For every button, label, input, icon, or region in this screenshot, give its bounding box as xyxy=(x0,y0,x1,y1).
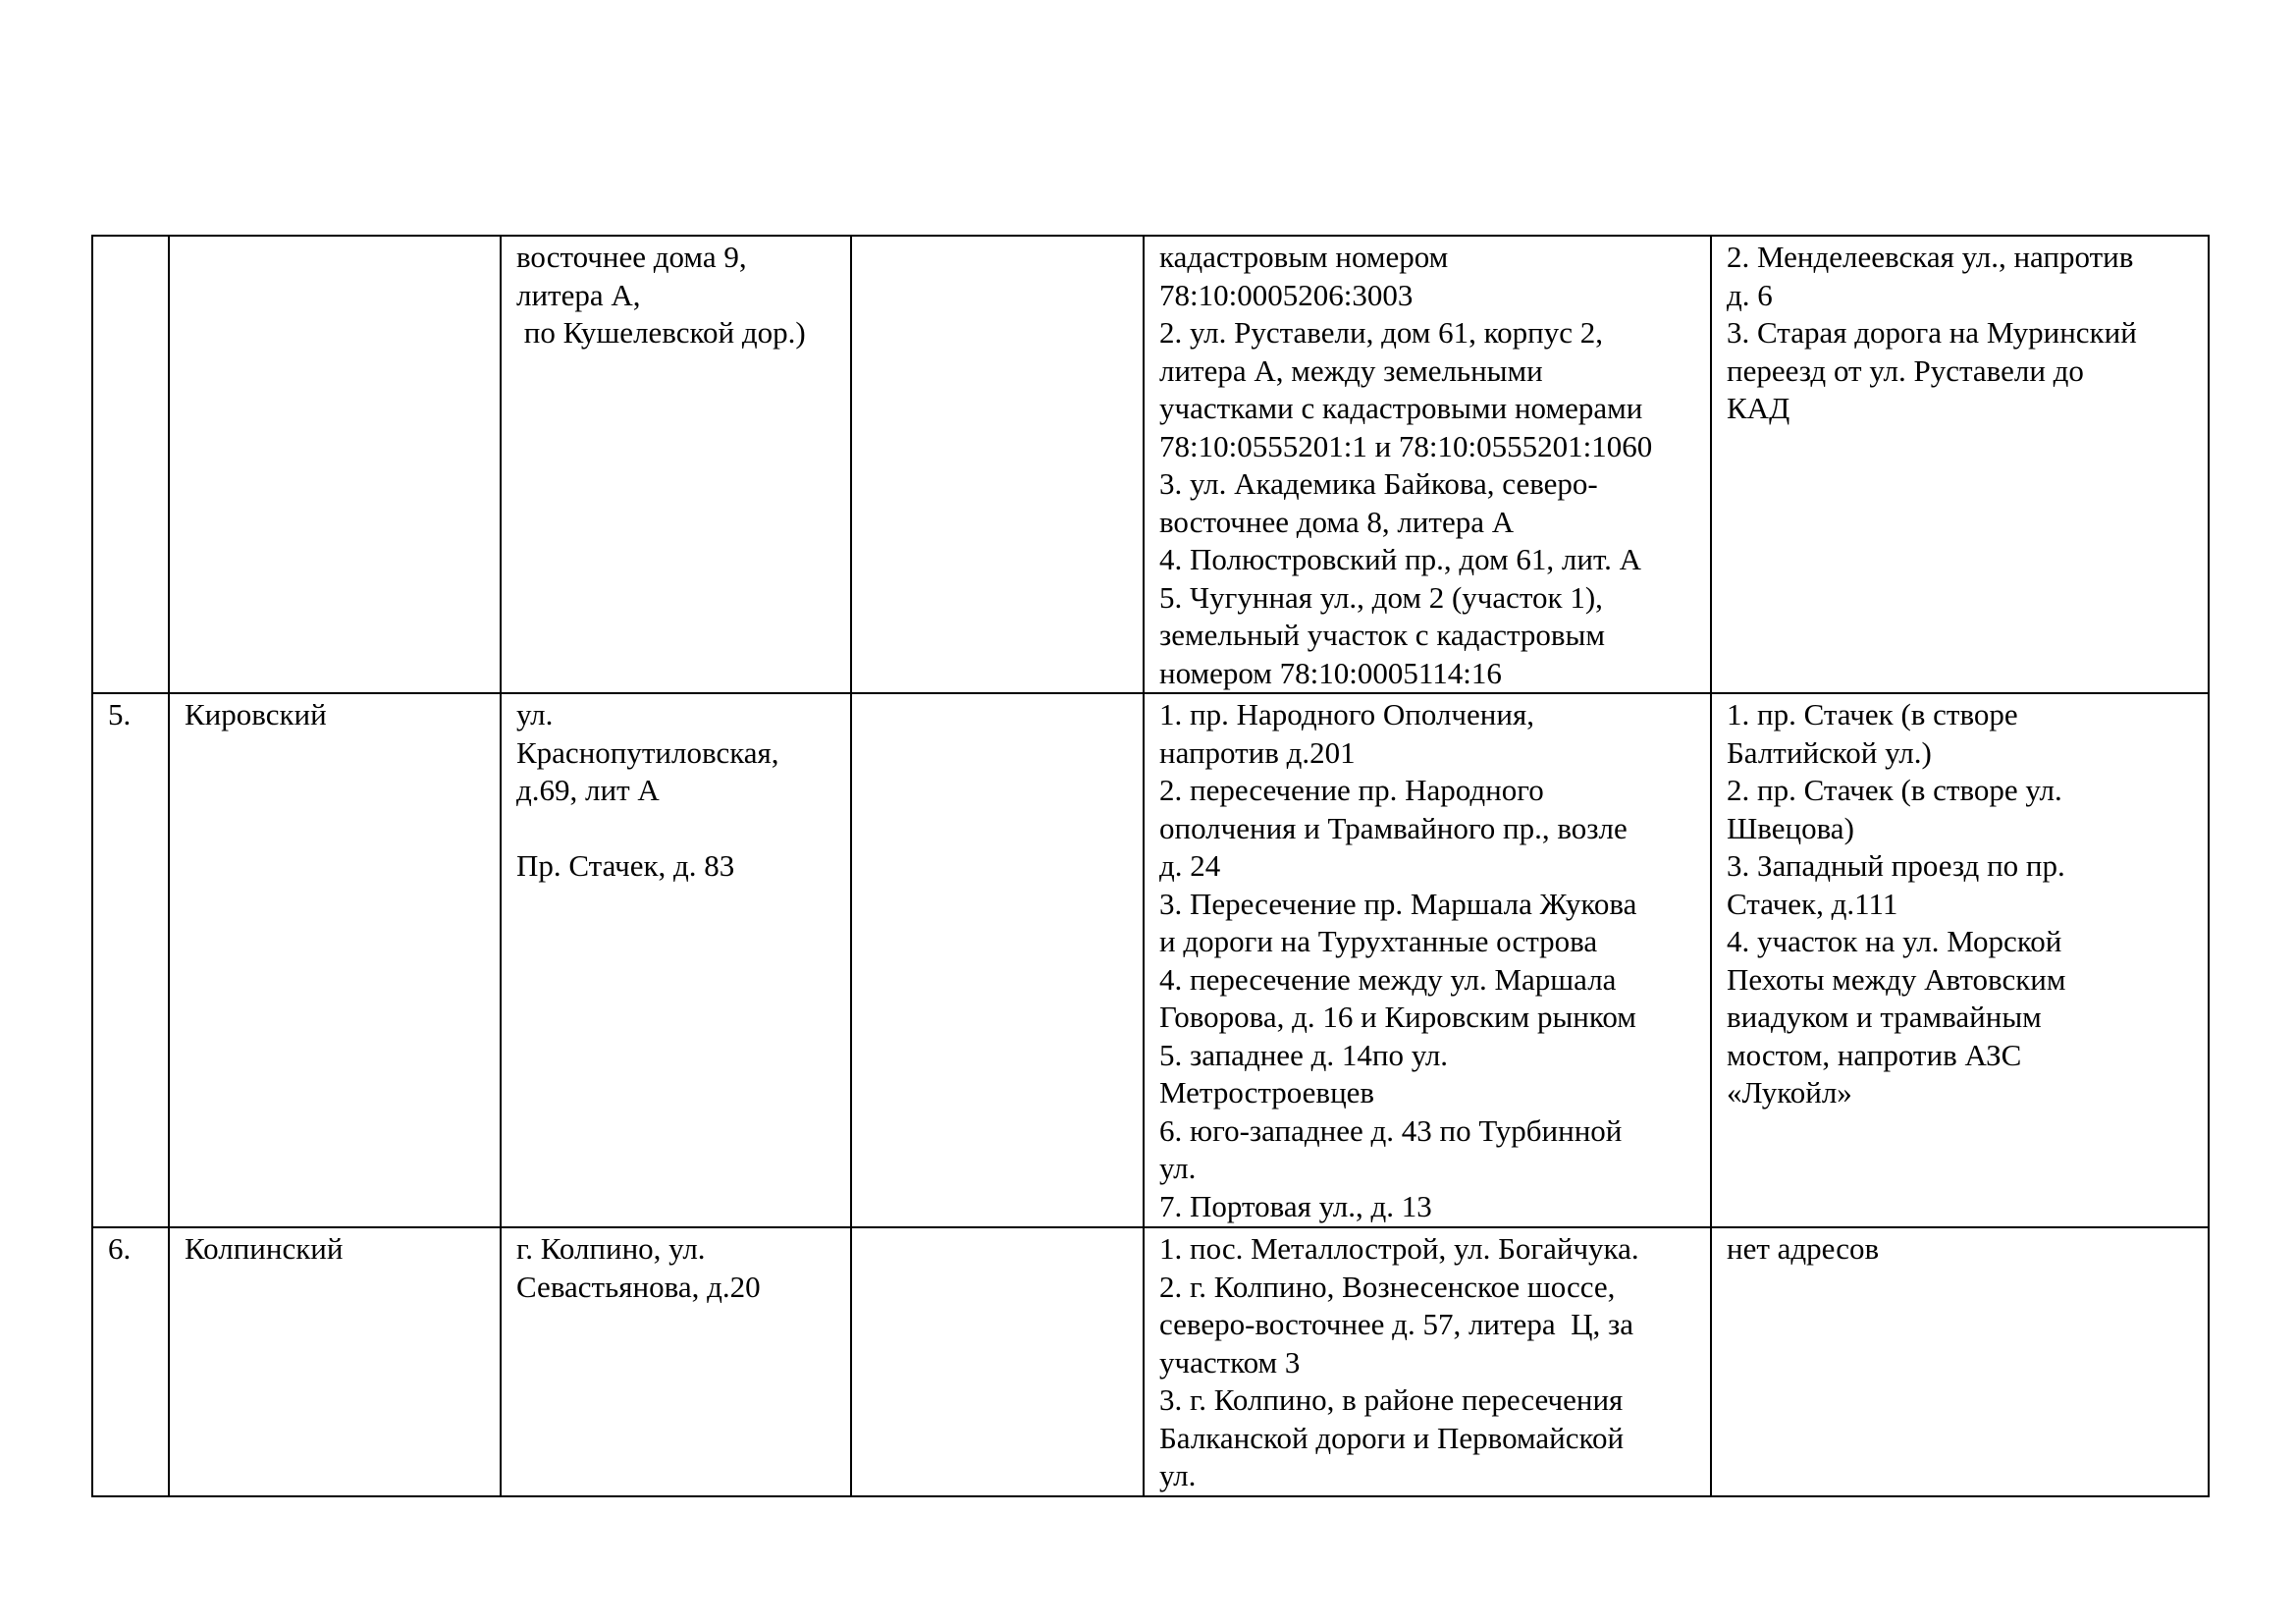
cell-text-line: Метростроевцев xyxy=(1159,1075,1375,1110)
cell-text-line: мостом, напротив АЗС xyxy=(1727,1037,2022,1072)
points-cell xyxy=(1144,693,1711,1227)
cell-text-line: 78:10:0555201:1 и 78:10:0555201:1060 xyxy=(1159,428,1653,463)
cell-text-line: напротив д.201 xyxy=(1159,734,1356,770)
cell-text-line: 4. Полюстровский пр., дом 61, лит. А xyxy=(1159,542,1642,576)
cell-text-line: Балтийской ул.) xyxy=(1727,734,1932,770)
cell-text: 5. xyxy=(108,697,132,731)
table-body xyxy=(92,236,2209,1496)
address-cell xyxy=(501,693,851,1227)
points-cell xyxy=(1144,236,1711,693)
cell-text-line: Стачек, д.111 xyxy=(1727,886,1898,921)
cell-text-line: Швецова) xyxy=(1727,810,1854,845)
cell-text-line: 78:10:0005206:3003 xyxy=(1159,277,1414,312)
cell-text-line: 5. Чугунная ул., дом 2 (участок 1), xyxy=(1159,579,1603,615)
cell-text-line: 2. г. Колпино, Вознесенское шоссе, xyxy=(1159,1269,1616,1304)
address-cell xyxy=(501,1227,851,1496)
cell-text-line: 3. Пересечение пр. Маршала Жукова xyxy=(1159,886,1637,921)
notes-cell xyxy=(1711,1227,2209,1496)
notes-cell xyxy=(1711,693,2209,1227)
cell-text-line: 3. ул. Академика Байкова, северо- xyxy=(1159,466,1598,501)
cell-text: 6. xyxy=(108,1231,132,1266)
cell-text-line: д. 24 xyxy=(1159,848,1221,883)
cell-text-line: Балканской дороги и Первомайской xyxy=(1159,1420,1625,1455)
cell-text-line: ул. xyxy=(516,697,554,731)
cell-text-line: 7. Портовая ул., д. 13 xyxy=(1159,1188,1432,1223)
cell-text-line: и дороги на Турухтанные острова xyxy=(1159,924,1598,958)
cell-text-line: д. 6 xyxy=(1727,277,1773,312)
cell-text-line: номером 78:10:0005114:16 xyxy=(1159,655,1502,690)
cell-text-line: переезд от ул. Руставели до xyxy=(1727,352,2084,388)
cell-text-line: участками с кадастровыми номерами xyxy=(1159,391,1643,425)
cell-text-line: 1. пос. Металлострой, ул. Богайчука. xyxy=(1159,1231,1639,1266)
cell-text-line: восточнее дома 8, литера А xyxy=(1159,504,1515,539)
cell-text-line: ополчения и Трамвайного пр., возле xyxy=(1159,810,1628,845)
locations-table xyxy=(91,235,2210,1497)
cell-text-line: 2. пересечение пр. Народного xyxy=(1159,773,1544,807)
blank-line xyxy=(516,810,835,848)
cell-text-line: 2. ул. Руставели, дом 61, корпус 2, xyxy=(1159,315,1603,350)
cell-text-line: 5. западнее д. 14по ул. xyxy=(1159,1037,1449,1072)
table-row xyxy=(92,1227,2209,1496)
cell-text-line: участком 3 xyxy=(1159,1344,1301,1380)
notes-cell xyxy=(1711,236,2209,693)
cell-text-line: Говорова, д. 16 и Кировским рынком xyxy=(1159,1000,1636,1034)
table-row xyxy=(92,236,2209,693)
cell-text-line: северо-восточнее д. 57, литера Ц, за xyxy=(1159,1307,1633,1341)
row-number-cell xyxy=(92,1227,169,1496)
district-cell xyxy=(169,236,501,693)
row-number-cell xyxy=(92,693,169,1227)
cell-text-line: 3. Старая дорога на Муринский xyxy=(1727,315,2137,350)
cell-text-line: ул. xyxy=(1159,1151,1197,1185)
cell-text-line: Пехоты между Автовским xyxy=(1727,961,2066,997)
cell-text-line: нет адресов xyxy=(1727,1231,1880,1266)
cell-text-line: кадастровым номером xyxy=(1159,240,1449,274)
cell-text-line: ул. xyxy=(1159,1458,1197,1492)
cell-text-line: 4. участок на ул. Морской xyxy=(1727,924,2062,958)
cell-text-line: «Лукойл» xyxy=(1727,1075,1852,1110)
cell-text-line: 1. пр. Стачек (в створе xyxy=(1727,697,2018,731)
cell-text: Кировский xyxy=(185,697,327,731)
empty-cell xyxy=(851,693,1144,1227)
district-cell xyxy=(169,1227,501,1496)
cell-text-line: литера А, xyxy=(516,277,641,312)
cell-text-line: земельный участок с кадастровым xyxy=(1159,618,1605,652)
cell-text-line: КАД xyxy=(1727,391,1790,425)
empty-cell xyxy=(851,1227,1144,1496)
cell-text-line: виадуком и трамвайным xyxy=(1727,1000,2042,1034)
cell-text-line: 6. юго-западнее д. 43 по Турбинной xyxy=(1159,1112,1623,1148)
empty-cell xyxy=(851,236,1144,693)
table-row xyxy=(92,693,2209,1227)
cell-text-line: 2. Менделеевская ул., напротив xyxy=(1727,240,2134,274)
row-number-cell xyxy=(92,236,169,693)
cell-text-line: Пр. Стачек, д. 83 xyxy=(516,848,735,883)
cell-text-line: 3. Западный проезд по пр. xyxy=(1727,848,2065,883)
cell-text-line: 2. пр. Стачек (в створе ул. xyxy=(1727,773,2062,807)
cell-text-line: 1. пр. Народного Ополчения, xyxy=(1159,697,1534,731)
address-cell xyxy=(501,236,851,693)
cell-text-line: г. Колпино, ул. xyxy=(516,1231,706,1266)
cell-text-line: д.69, лит А xyxy=(516,773,660,807)
cell-text-line: Краснопутиловская, xyxy=(516,734,779,770)
cell-text-line: Севастьянова, д.20 xyxy=(516,1269,761,1304)
district-cell xyxy=(169,693,501,1227)
cell-text-line: литера А, между земельными xyxy=(1159,352,1543,388)
cell-text-line: 3. г. Колпино, в районе пересечения xyxy=(1159,1382,1624,1417)
cell-text-line: восточнее дома 9, xyxy=(516,240,747,274)
points-cell xyxy=(1144,1227,1711,1496)
cell-text: Колпинский xyxy=(185,1231,344,1266)
cell-text-line: 4. пересечение между ул. Маршала xyxy=(1159,961,1617,997)
cell-text-line: по Кушелевской дор.) xyxy=(516,315,806,350)
